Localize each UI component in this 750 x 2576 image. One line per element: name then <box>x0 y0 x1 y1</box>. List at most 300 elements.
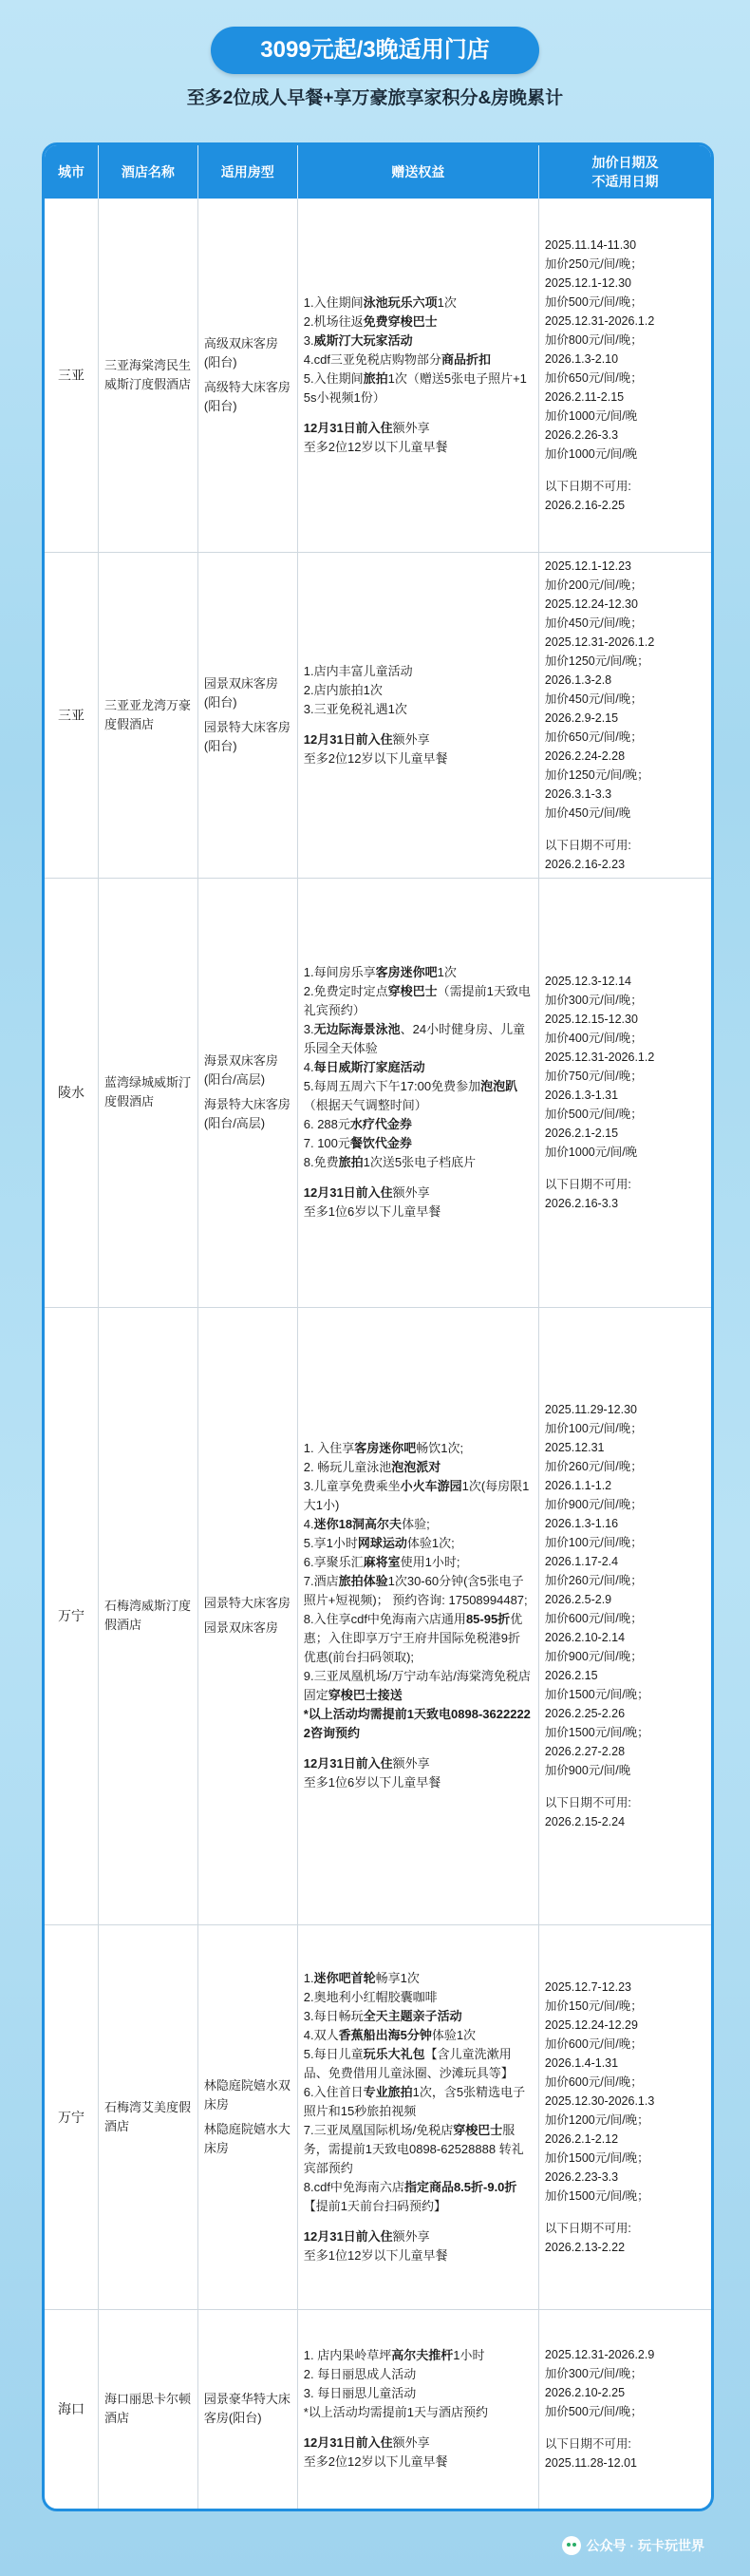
surcharge-line: 2026.2.26-3.3 <box>544 427 619 442</box>
benefit-item <box>304 1515 533 1534</box>
benefit-text: 1次30-60分钟(含5张电子照片+短视频)； 预约咨询: 17508994487; <box>303 1574 528 1607</box>
surcharge-line: 加价1250元/间/晚； <box>544 653 649 668</box>
surcharge-line: 2026.2.9-2.15 <box>544 710 619 725</box>
room-type-cell <box>197 2309 297 2509</box>
surcharge-line: 加价1500元/间/晚； <box>544 1688 649 1701</box>
surcharge-line: 2026.2.5-2.9 <box>544 1593 612 1606</box>
benefit-item <box>304 1988 533 2007</box>
benefit-text: 4.cdf三亚免税店购物部分 <box>303 351 441 367</box>
benefit-text: 3. <box>303 332 314 348</box>
bonus-note-date: 12月31日前入住 <box>303 420 393 435</box>
benefit-item <box>304 1134 533 1153</box>
unavailable-label: 以下日期不可用: <box>544 1796 631 1809</box>
column-header-city: 城市 <box>45 145 98 199</box>
benefit-item <box>304 2365 533 2384</box>
column-header-hotel: 酒店名称 <box>98 145 197 199</box>
surcharge-line: 加价900元/间/晚 <box>544 1764 631 1777</box>
benefit-highlight: 威斯汀大玩家活动 <box>313 332 413 348</box>
surcharge-line: 加价260元/间/晚； <box>544 1460 643 1473</box>
surcharge-line: 加价800元/间/晚； <box>544 332 643 347</box>
city-cell: 万宁 <box>45 1924 98 2309</box>
bonus-note <box>304 1754 533 1773</box>
unavailable-dates: 2025.11.28-12.01 <box>544 2456 637 2471</box>
surcharge-line: 2026.1.17-2.4 <box>544 1555 619 1568</box>
surcharge-line: 加价260元/间/晚； <box>544 1574 643 1587</box>
benefit-highlight: 客房迷你吧 <box>354 1441 417 1455</box>
surcharge-line: 加价100元/间/晚； <box>544 1536 643 1549</box>
benefit-text: 7. 100元 <box>303 1136 350 1150</box>
benefit-item <box>304 1667 533 1705</box>
surcharge-line: 加价300元/间/晚； <box>544 2367 643 2381</box>
benefit-text: 优惠；入住即享万宁王府井国际免税港9折优惠(前台扫码领取); <box>303 1612 523 1664</box>
surcharge-line: 加价500元/间/晚； <box>544 1108 643 1121</box>
bonus-note-text: 额外享 <box>392 2435 430 2451</box>
surcharge-line: 2026.2.23-3.3 <box>544 2169 619 2184</box>
benefit-text: 1次 <box>437 294 457 310</box>
benefit-highlight: 85-95折 <box>465 1612 511 1626</box>
bonus-note-detail: 至多1位12岁以下儿童早餐 <box>303 2247 448 2263</box>
benefit-highlight: 穿梭巴士 <box>387 984 438 998</box>
column-header-benefits: 赠送权益 <box>297 145 538 199</box>
surcharge-line: 2026.2.10-2.14 <box>544 1631 626 1644</box>
surcharge-dates-cell <box>538 878 711 1307</box>
benefit-highlight: 穿梭巴士 <box>453 2122 503 2137</box>
surcharge-line: 加价1000元/间/晚 <box>544 1146 638 1159</box>
spacer <box>304 719 533 730</box>
bonus-note-date: 12月31日前入住 <box>303 1756 393 1771</box>
benefit-text: 3.儿童享免费乘坐 <box>303 1479 401 1493</box>
benefit-text: 服务，需提前1天致电0898-62528888 转礼宾部预约 <box>303 2122 524 2175</box>
surcharge-line: 加价1500元/间/晚； <box>544 1726 649 1739</box>
surcharge-line: 2025.12.3-12.14 <box>544 975 631 988</box>
bonus-note-date: 12月31日前入住 <box>303 2228 393 2244</box>
surcharge-line: 2026.1.3-2.8 <box>544 672 612 687</box>
room-type-cell <box>197 1307 297 1924</box>
surcharge-line: 2026.2.25-2.26 <box>544 1707 626 1720</box>
benefit-text: 6. 288元 <box>303 1117 350 1131</box>
benefit-highlight: 客房迷你吧 <box>375 965 438 979</box>
surcharge-line: 加价500元/间/晚； <box>544 294 643 309</box>
benefit-text: 4. <box>303 1060 314 1074</box>
benefit-text: 1.店内丰富儿童活动 <box>303 663 413 678</box>
benefit-item <box>304 294 533 313</box>
room-type: 高级双床客房(阳台) <box>203 335 278 369</box>
surcharge-line: 加价250元/间/晚； <box>544 256 643 271</box>
unavailable-label: 以下日期不可用: <box>544 479 631 493</box>
benefit-text: 2.店内旅拍1次 <box>303 682 383 697</box>
surcharge-line: 2025.11.29-12.30 <box>544 1403 637 1416</box>
surcharge-line: 2026.2.11-2.15 <box>544 389 625 404</box>
benefit-text: 1.入住期间 <box>303 294 364 310</box>
benefit-text: 1.每间房乐享 <box>303 965 376 979</box>
surcharge-line: 2025.12.24-12.29 <box>544 2017 638 2032</box>
surcharge-line: 2026.2.15 <box>544 1669 598 1682</box>
surcharge-line: 加价750元/间/晚； <box>544 1070 643 1083</box>
room-type: 林隐庭院嬉水大床房 <box>203 2121 291 2155</box>
benefit-text: 3. 每日丽思儿童活动 <box>303 2386 417 2401</box>
benefit-item <box>304 2384 533 2403</box>
surcharge-line: 加价1500元/间/晚； <box>544 2150 649 2165</box>
unavailable-dates: 2026.2.16-2.25 <box>544 498 626 512</box>
benefit-text: 1小时 <box>453 2348 485 2363</box>
surcharge-line: 2025.12.15-12.30 <box>544 1013 638 1026</box>
hotel-name-cell: 石梅湾艾美度假酒店 <box>98 1924 197 2309</box>
bonus-note <box>304 419 533 438</box>
surcharge-line: 加价150元/间/晚； <box>544 1998 643 2013</box>
city-cell: 三亚 <box>45 199 98 552</box>
benefit-text: 4. <box>303 1517 314 1531</box>
bonus-note-text: 额外享 <box>392 420 430 435</box>
benefit-highlight: 泡泡趴 <box>480 1079 518 1093</box>
surcharge-line: 2026.1.4-1.31 <box>544 2055 619 2070</box>
benefit-item <box>304 2026 533 2045</box>
benefit-highlight: 专业旅拍 <box>363 2084 413 2099</box>
room-type: 海景双床客房(阳台/高层) <box>203 1053 278 1087</box>
surcharge-line: 加价450元/间/晚； <box>544 616 643 630</box>
benefit-item <box>304 1439 533 1458</box>
benefit-item <box>304 2121 533 2178</box>
hotel-name-cell: 三亚亚龙湾万豪度假酒店 <box>98 552 197 878</box>
benefit-highlight: 每日威斯汀家庭活动 <box>313 1060 425 1074</box>
surcharge-line: 2026.2.1-2.12 <box>544 2131 619 2146</box>
benefits-cell <box>297 2309 538 2509</box>
benefit-item <box>304 1969 533 1988</box>
table-row <box>45 2309 711 2509</box>
benefit-item <box>304 700 533 719</box>
benefit-item <box>304 681 533 700</box>
benefit-highlight: 旅拍体验 <box>338 1574 388 1588</box>
bonus-note-date: 12月31日前入住 <box>303 2435 393 2451</box>
unavailable-label: 以下日期不可用: <box>544 2437 631 2452</box>
benefit-highlight: 全天主题亲子活动 <box>363 2008 462 2023</box>
room-type-cell <box>197 199 297 552</box>
benefit-item <box>304 1610 533 1667</box>
room-type: 园景双床客房(阳台) <box>203 675 278 710</box>
footer-text: 公众号 · 玩卡玩世界 <box>586 2538 704 2553</box>
surcharge-line: 加价650元/间/晚； <box>544 729 643 744</box>
benefit-item <box>304 1020 533 1058</box>
benefit-text: 7.三亚凤凰国际机场/免税店 <box>303 2122 454 2137</box>
benefit-text: 1. 入住享 <box>303 1441 355 1455</box>
benefit-highlight: 无边际海景泳池 <box>313 1022 401 1036</box>
room-type: 园景特大床客房(阳台) <box>203 719 291 753</box>
room-type: 海景特大床客房(阳台/高层) <box>203 1097 291 1130</box>
surcharge-line: 加价500元/间/晚； <box>544 2405 643 2419</box>
benefit-text: 2.奥地利小红帽胶囊咖啡 <box>303 1989 438 2004</box>
table-row <box>45 552 711 878</box>
benefit-text: （需提前1天致电礼宾预约） <box>303 984 531 1017</box>
surcharge-line: 2025.12.7-12.23 <box>544 1979 631 1994</box>
surcharge-line: 加价1500元/间/晚； <box>544 2188 649 2203</box>
benefit-item <box>304 1477 533 1515</box>
benefit-item <box>304 2346 533 2365</box>
benefit-highlight: 商品折扣 <box>441 351 491 367</box>
benefit-highlight: 旅拍 <box>363 370 388 386</box>
benefit-text: 5.每周五周六下午17:00免费参加 <box>303 1079 481 1093</box>
bonus-note <box>304 2434 533 2453</box>
benefit-item <box>304 2007 533 2026</box>
bonus-note <box>304 2227 533 2246</box>
bonus-note-detail: 至多2位12岁以下儿童早餐 <box>303 2454 448 2470</box>
surcharge-line: 2025.12.1-12.30 <box>544 275 631 290</box>
surcharge-dates-cell <box>538 552 711 878</box>
benefit-text: 畅享1次 <box>375 1970 420 1985</box>
unavailable-dates: 2026.2.15-2.24 <box>544 1815 626 1828</box>
bonus-note-detail: 至多2位12岁以下儿童早餐 <box>303 750 448 766</box>
benefit-item <box>304 1153 533 1172</box>
surcharge-line: 2026.2.1-2.15 <box>544 1127 619 1140</box>
spacer <box>304 1172 533 1184</box>
surcharge-line: 2026.1.3-2.10 <box>544 351 619 366</box>
benefit-text: 5.入住期间 <box>303 370 364 386</box>
benefit-text: 2.机场往返 <box>303 313 364 329</box>
page-subtitle: 至多2位成人早餐+享万豪旅享家积分&房晚累计 <box>186 88 564 108</box>
surcharge-line: 2025.12.31-2026.1.2 <box>544 635 655 649</box>
room-type: 高级特大床客房(阳台) <box>203 379 291 413</box>
benefit-highlight: 水疗代金券 <box>349 1117 412 1131</box>
benefits-cell <box>297 878 538 1307</box>
hotel-table <box>45 145 711 2509</box>
benefit-highlight: 高尔夫推杆 <box>391 2348 454 2363</box>
bonus-note <box>304 730 533 749</box>
benefit-item <box>304 1534 533 1553</box>
surcharge-line: 2026.3.1-3.3 <box>544 786 612 801</box>
surcharge-line: 2025.12.31-2026.1.2 <box>544 1051 655 1064</box>
surcharge-line: 加价100元/间/晚； <box>544 1422 643 1435</box>
spacer <box>304 407 533 419</box>
benefit-text: 1次，含5张精选电子照片和15秒旅拍视频 <box>303 2084 526 2118</box>
benefit-highlight: 泳池玩乐六项 <box>363 294 438 310</box>
surcharge-line: 2026.1.3-1.16 <box>544 1517 619 1530</box>
table-row <box>45 1924 711 2309</box>
benefit-text: 、24小时健身房、儿童乐园全天体验 <box>303 1022 526 1055</box>
benefits-cell <box>297 1924 538 2309</box>
room-type-cell <box>197 878 297 1307</box>
spacer <box>545 464 705 477</box>
hotel-name-cell: 海口丽思卡尔顿酒店 <box>98 2309 197 2509</box>
benefit-text: 5.每日儿童 <box>303 2046 364 2061</box>
benefit-text: 2. 畅玩儿童泳池 <box>303 1460 392 1474</box>
benefits-cell <box>297 552 538 878</box>
surcharge-line: 加价450元/间/晚 <box>544 805 631 820</box>
benefit-item <box>304 350 533 369</box>
benefit-text: 1次送5张电子档底片 <box>363 1155 477 1169</box>
hotel-name-cell: 石梅湾威斯汀度假酒店 <box>98 1307 197 1924</box>
benefit-highlight: *以上活动均需提前1天致电0898-36222222咨询预约 <box>303 1707 531 1740</box>
surcharge-line: 加价450元/间/晚； <box>544 691 643 706</box>
spacer <box>304 2422 533 2434</box>
city-cell: 海口 <box>45 2309 98 2509</box>
unavailable-label: 以下日期不可用: <box>544 838 631 852</box>
table-row <box>45 878 711 1307</box>
benefit-item <box>304 2178 533 2216</box>
benefit-highlight: 餐饮代金券 <box>349 1136 412 1150</box>
surcharge-line: 加价1200元/间/晚； <box>544 2112 649 2127</box>
unavailable-label: 以下日期不可用: <box>544 2221 631 2235</box>
benefit-item <box>304 313 533 331</box>
hotel-name-cell: 蓝湾绿城威斯汀度假酒店 <box>98 878 197 1307</box>
benefit-item <box>304 662 533 681</box>
surcharge-line: 加价600元/间/晚； <box>544 1612 643 1625</box>
benefit-text: 体验1次 <box>431 2027 477 2042</box>
surcharge-line: 加价600元/间/晚； <box>544 2074 643 2089</box>
bonus-note-detail: 至多1位6岁以下儿童早餐 <box>303 1775 441 1790</box>
benefit-text: 【含儿童洗漱用品、免费借用儿童泳圈、沙滩玩具等】 <box>303 2046 514 2080</box>
surcharge-dates-cell <box>538 1307 711 1924</box>
surcharge-line: 2025.12.31-2026.1.2 <box>544 313 655 328</box>
surcharge-line: 加价900元/间/晚； <box>544 1650 643 1663</box>
benefit-item <box>304 331 533 350</box>
bonus-note-text: 额外享 <box>392 1756 430 1771</box>
table-header-row <box>45 145 711 199</box>
room-type: 园景特大床客房 <box>203 1596 291 1610</box>
benefit-highlight: 迷你吧首轮 <box>313 1970 376 1985</box>
surcharge-line: 2026.2.27-2.28 <box>544 1745 626 1758</box>
spacer <box>545 1162 705 1175</box>
bonus-note-detail: 至多1位6岁以下儿童早餐 <box>303 1204 441 1219</box>
benefit-item <box>304 2403 533 2422</box>
benefit-item <box>304 1458 533 1477</box>
unavailable-dates: 2026.2.13-2.22 <box>544 2240 626 2254</box>
benefit-text: 1次(每房限1大1小) <box>303 1479 530 1512</box>
bonus-note-detail: 至多2位12岁以下儿童早餐 <box>303 439 448 454</box>
benefit-highlight: 穿梭巴士接送 <box>328 1688 403 1702</box>
surcharge-line: 加价300元/间/晚； <box>544 994 643 1007</box>
benefit-item <box>304 2045 533 2083</box>
bonus-note-text: 额外享 <box>392 731 430 747</box>
benefit-text: 1次（赠送5张电子照片+15s小视频1份） <box>303 370 527 405</box>
benefit-item <box>304 2083 533 2121</box>
surcharge-dates-cell <box>538 2309 711 2509</box>
benefit-text: 1. 店内果岭草坪 <box>303 2348 392 2363</box>
benefit-text: 使用1小时; <box>400 1555 460 1569</box>
bonus-note-text: 额外享 <box>392 1185 430 1200</box>
benefit-text: 2.免费定时定点 <box>303 984 388 998</box>
city-cell: 三亚 <box>45 552 98 878</box>
benefit-text: 5.享1小时 <box>303 1536 358 1550</box>
surcharge-line: 加价650元/间/晚； <box>544 370 643 385</box>
benefit-highlight: 指定商品8.5折-9.0折 <box>403 2179 517 2194</box>
table-row <box>45 199 711 552</box>
benefit-item <box>304 1705 533 1743</box>
city-cell: 万宁 <box>45 1307 98 1924</box>
surcharge-dates-cell <box>538 199 711 552</box>
unavailable-label: 以下日期不可用: <box>544 1178 631 1191</box>
bonus-note-date: 12月31日前入住 <box>303 1185 393 1200</box>
spacer <box>545 1780 705 1793</box>
surcharge-line: 2026.2.24-2.28 <box>544 748 626 763</box>
benefit-highlight: 泡泡派对 <box>391 1460 441 1474</box>
surcharge-dates-cell <box>538 1924 711 2309</box>
surcharge-line: 2026.2.10-2.25 <box>544 2386 626 2400</box>
hotel-table-wrapper <box>42 142 714 2511</box>
spacer <box>545 823 705 836</box>
surcharge-line: 2025.12.1-12.23 <box>544 559 631 573</box>
bonus-note-date: 12月31日前入住 <box>303 731 393 747</box>
benefit-highlight: 小火车游园 <box>400 1479 462 1493</box>
benefit-text: 8.入住享cdf中免海南六店通用 <box>303 1612 466 1626</box>
surcharge-line: 加价1250元/间/晚； <box>544 767 649 782</box>
benefit-text: 体验; <box>402 1517 430 1531</box>
benefit-text: *以上活动均需提前1天与酒店预约 <box>303 2405 489 2420</box>
wechat-icon <box>562 2536 581 2555</box>
room-type: 园景豪华特大床客房(阳台) <box>203 2392 291 2426</box>
surcharge-line: 2025.12.24-12.30 <box>544 597 638 611</box>
column-header-room: 适用房型 <box>197 145 297 199</box>
surcharge-line: 2025.11.14-11.30 <box>544 237 637 252</box>
benefit-item <box>304 1572 533 1610</box>
benefit-text: 8.cdf中免海南六店 <box>303 2179 404 2194</box>
benefit-text: 6.入住首日 <box>303 2084 364 2099</box>
spacer <box>545 2206 705 2219</box>
surcharge-line: 2026.1.3-1.31 <box>544 1089 619 1102</box>
benefit-text: 8.免费 <box>303 1155 339 1169</box>
surcharge-line: 2025.12.31-2026.2.9 <box>544 2348 655 2362</box>
benefit-item <box>304 982 533 1020</box>
surcharge-line: 加价900元/间/晚； <box>544 1498 643 1511</box>
benefit-item <box>304 1553 533 1572</box>
benefit-text: 7.酒店 <box>303 1574 339 1588</box>
surcharge-line: 加价400元/间/晚； <box>544 1032 643 1045</box>
city-cell: 陵水 <box>45 878 98 1307</box>
unavailable-dates: 2026.2.16-3.3 <box>544 1197 619 1210</box>
surcharge-line: 2025.12.31 <box>544 1441 605 1454</box>
benefits-cell <box>297 199 538 552</box>
benefit-highlight: 旅拍 <box>338 1155 364 1169</box>
benefit-text: 9.三亚凤凰机场/万宁动车站/海棠湾免税店固定 <box>303 1669 531 1702</box>
surcharge-line: 2025.12.30-2026.1.3 <box>544 2093 655 2108</box>
footer <box>562 2536 704 2555</box>
benefit-text: 1次 <box>437 965 457 979</box>
benefit-text: 1. <box>303 1970 314 1985</box>
benefit-text: 【提前1天前台扫码预约】 <box>303 2198 446 2213</box>
benefit-text: 4.双人 <box>303 2027 339 2042</box>
benefit-item <box>304 1058 533 1077</box>
benefit-text: 畅饮1次; <box>416 1441 464 1455</box>
spacer <box>545 2421 705 2434</box>
spacer <box>304 1743 533 1754</box>
room-type: 园景双床客房 <box>203 1620 278 1635</box>
benefit-highlight: 香蕉船出海5分钟 <box>338 2027 432 2042</box>
room-type-cell <box>197 552 297 878</box>
hotel-name-cell: 三亚海棠湾民生威斯汀度假酒店 <box>98 199 197 552</box>
surcharge-line: 加价200元/间/晚； <box>544 578 643 592</box>
benefit-text: 2. 每日丽思成人活动 <box>303 2367 417 2382</box>
surcharge-line: 加价1000元/间/晚 <box>544 446 638 461</box>
benefit-highlight: 迷你18洞高尔夫 <box>313 1517 403 1531</box>
benefit-item <box>304 1077 533 1115</box>
benefit-item <box>304 963 533 982</box>
benefit-text: （根据天气调整时间） <box>303 1098 427 1112</box>
benefit-text: 3.三亚免税礼遇1次 <box>303 701 407 716</box>
bonus-note-text: 额外享 <box>392 2228 430 2244</box>
unavailable-dates: 2026.2.16-2.23 <box>544 857 626 871</box>
benefit-text: 6.享聚乐汇 <box>303 1555 364 1569</box>
benefit-item <box>304 369 533 407</box>
room-type-cell <box>197 1924 297 2309</box>
benefit-highlight: 玩乐大礼包 <box>363 2046 425 2061</box>
benefit-item <box>304 1115 533 1134</box>
page-title: 3099元起/3晚适用门店 <box>211 27 539 74</box>
benefit-text: 3.每日畅玩 <box>303 2008 364 2023</box>
table-row <box>45 1307 711 1924</box>
benefit-highlight: 麻将室 <box>363 1555 401 1569</box>
benefit-highlight: 网球运动 <box>357 1536 407 1550</box>
surcharge-line: 加价600元/间/晚； <box>544 2036 643 2051</box>
spacer <box>304 2216 533 2227</box>
column-header-dates: 加价日期及 不适用日期 <box>538 145 711 199</box>
room-type: 林隐庭院嬉水双床房 <box>203 2077 291 2112</box>
